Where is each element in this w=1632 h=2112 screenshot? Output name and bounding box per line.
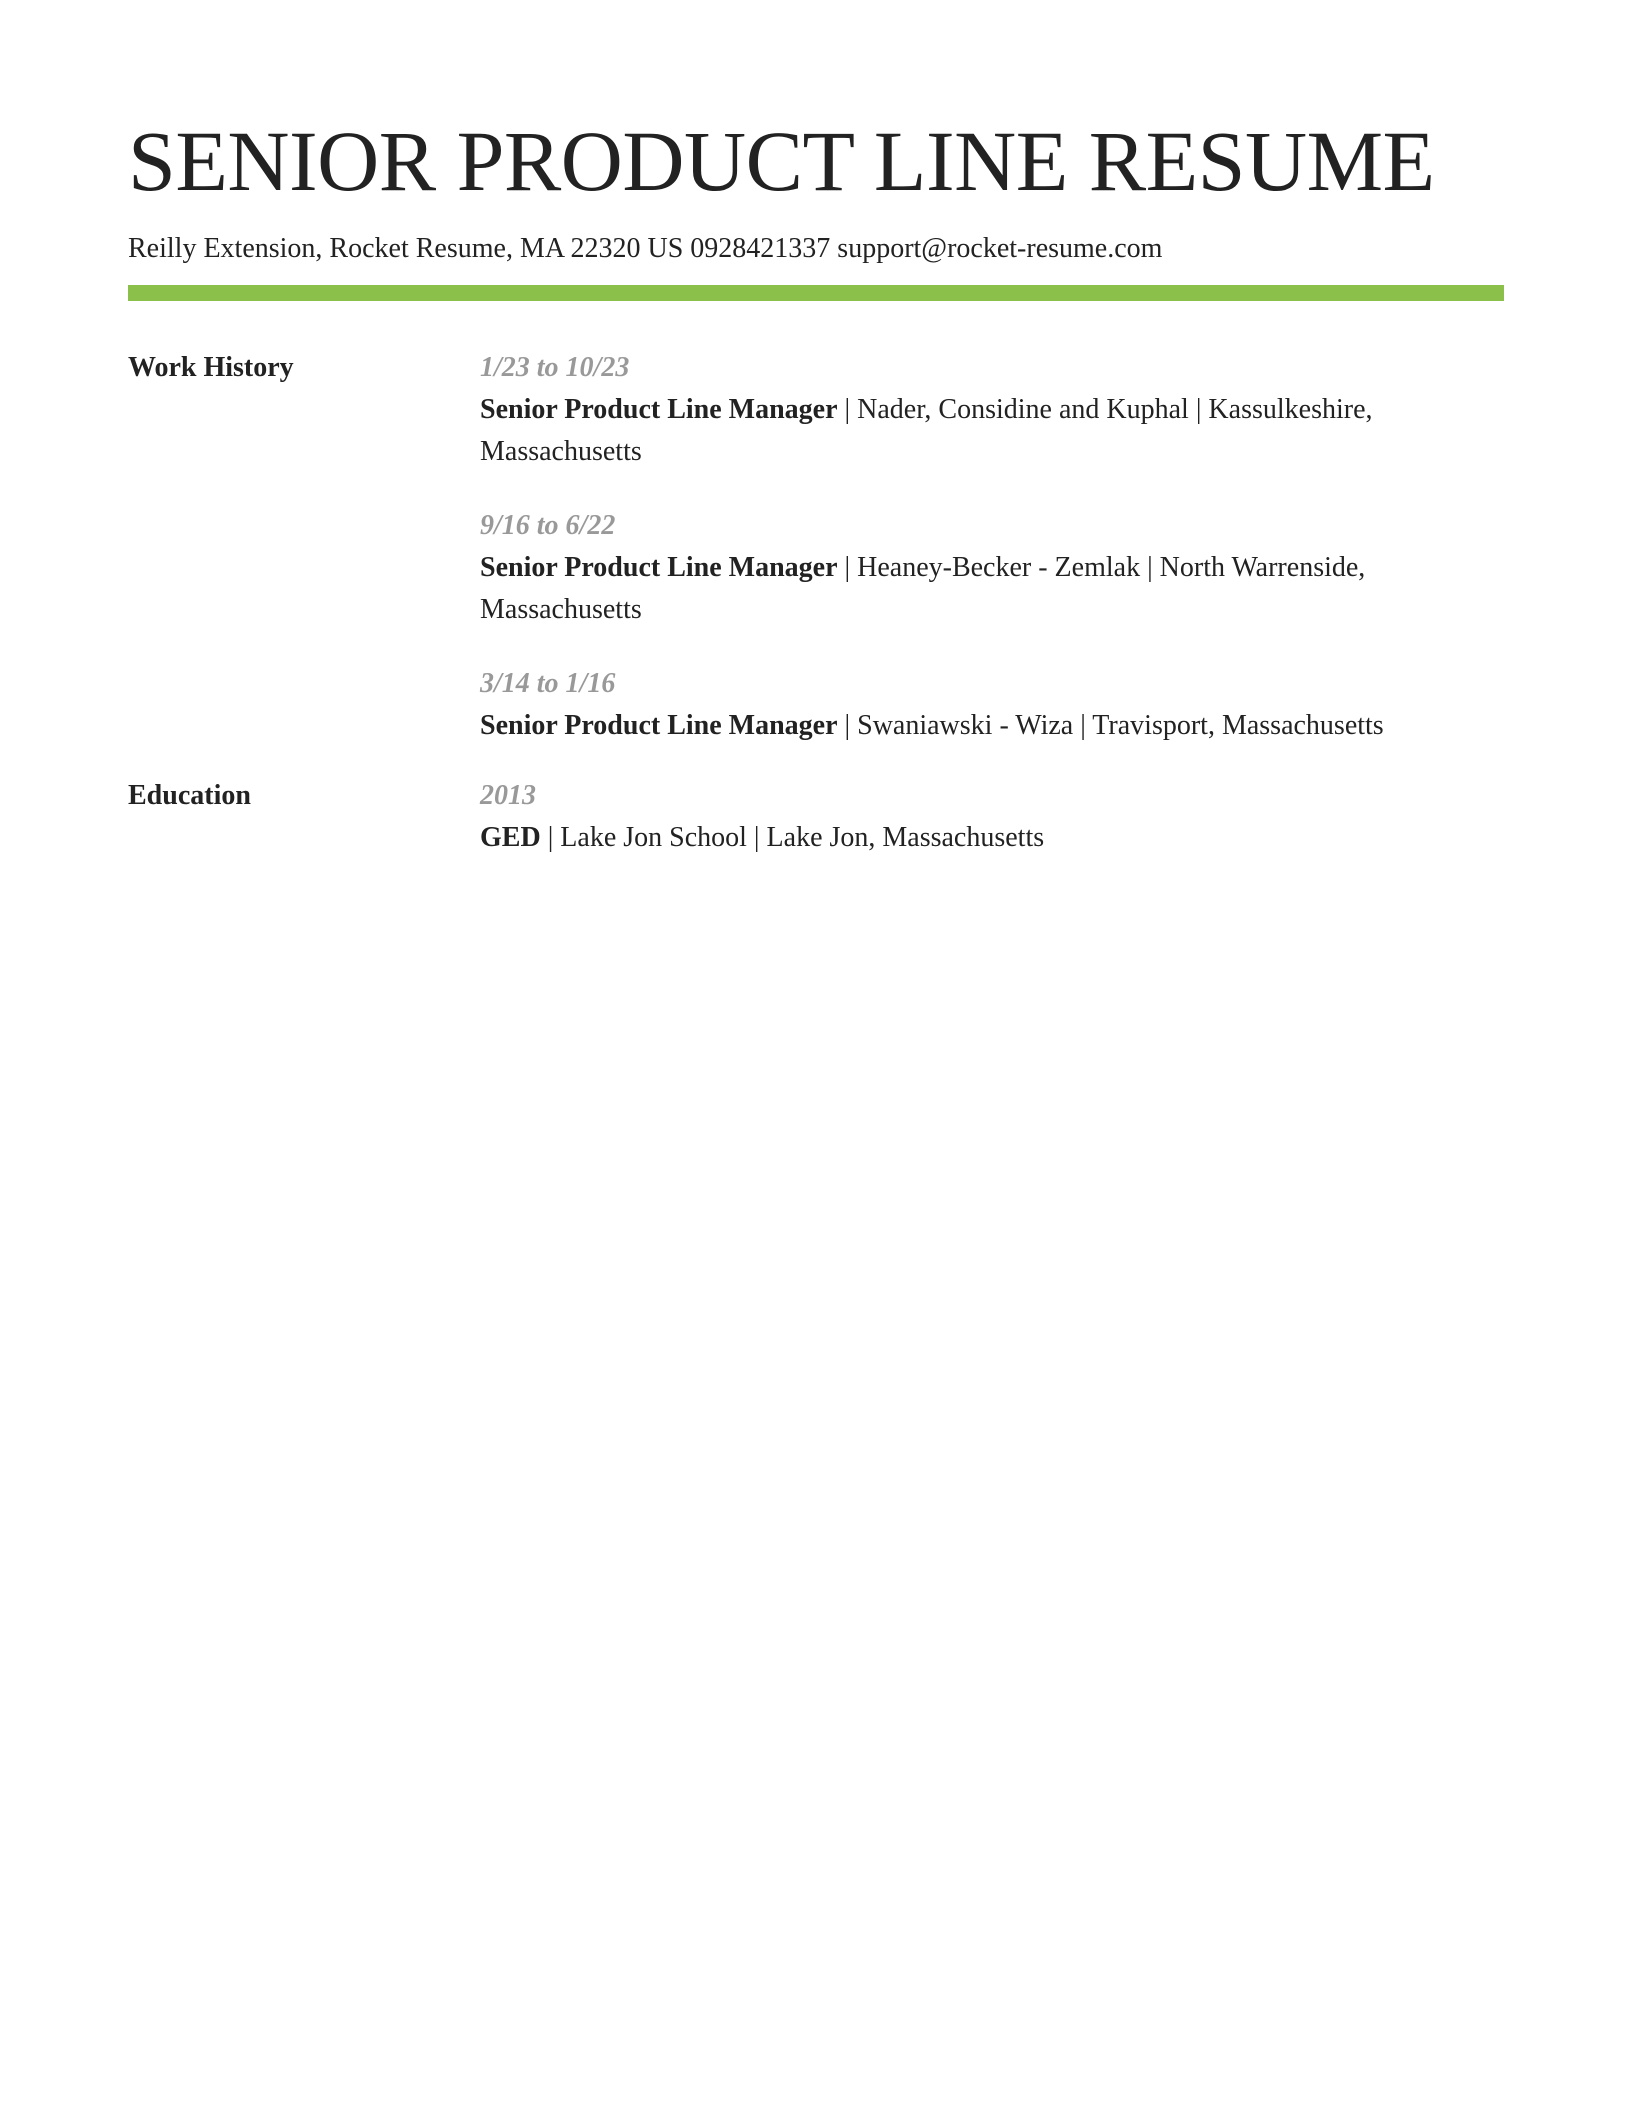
entry-line (480, 547, 1504, 631)
entry-degree: GED (480, 822, 541, 853)
education-heading: Education (128, 780, 251, 811)
entry-details: | Heaney-Becker - Zemlak | North Warrenside, Massachusetts (480, 552, 1366, 625)
entry-date: 9/16 to 6/22 (480, 510, 616, 541)
work-entry (480, 663, 1504, 747)
work-history-heading: Work History (128, 352, 294, 383)
contact-info: Reilly Extension, Rocket Resume, MA 22320 US 0928421337 support@rocket-resume.com (128, 233, 1163, 264)
entry-line (480, 817, 1504, 859)
entry-line (480, 705, 1504, 747)
entry-date: 3/14 to 1/16 (480, 668, 616, 699)
work-history-entries (480, 347, 1504, 747)
entry-details: | Lake Jon School | Lake Jon, Massachusetts (540, 822, 1045, 853)
resume-title: SENIOR PRODUCT LINE RESUME (128, 113, 1435, 209)
entry-details: | Swaniawski - Wiza | Travisport, Massachusetts (837, 710, 1384, 741)
entry-role: Senior Product Line Manager (480, 710, 838, 741)
entry-role: Senior Product Line Manager (480, 552, 838, 583)
entry-line (480, 389, 1504, 473)
entry-date: 2013 (480, 780, 536, 811)
entry-date: 1/23 to 10/23 (480, 352, 630, 383)
education-entries (480, 775, 1504, 859)
entry-details: | Nader, Considine and Kuphal | Kassulkeshire, Massachusetts (480, 394, 1373, 467)
work-entry (480, 505, 1504, 631)
accent-divider (128, 285, 1504, 301)
work-entry (480, 347, 1504, 473)
entry-role: Senior Product Line Manager (480, 394, 838, 425)
education-entry (480, 775, 1504, 859)
